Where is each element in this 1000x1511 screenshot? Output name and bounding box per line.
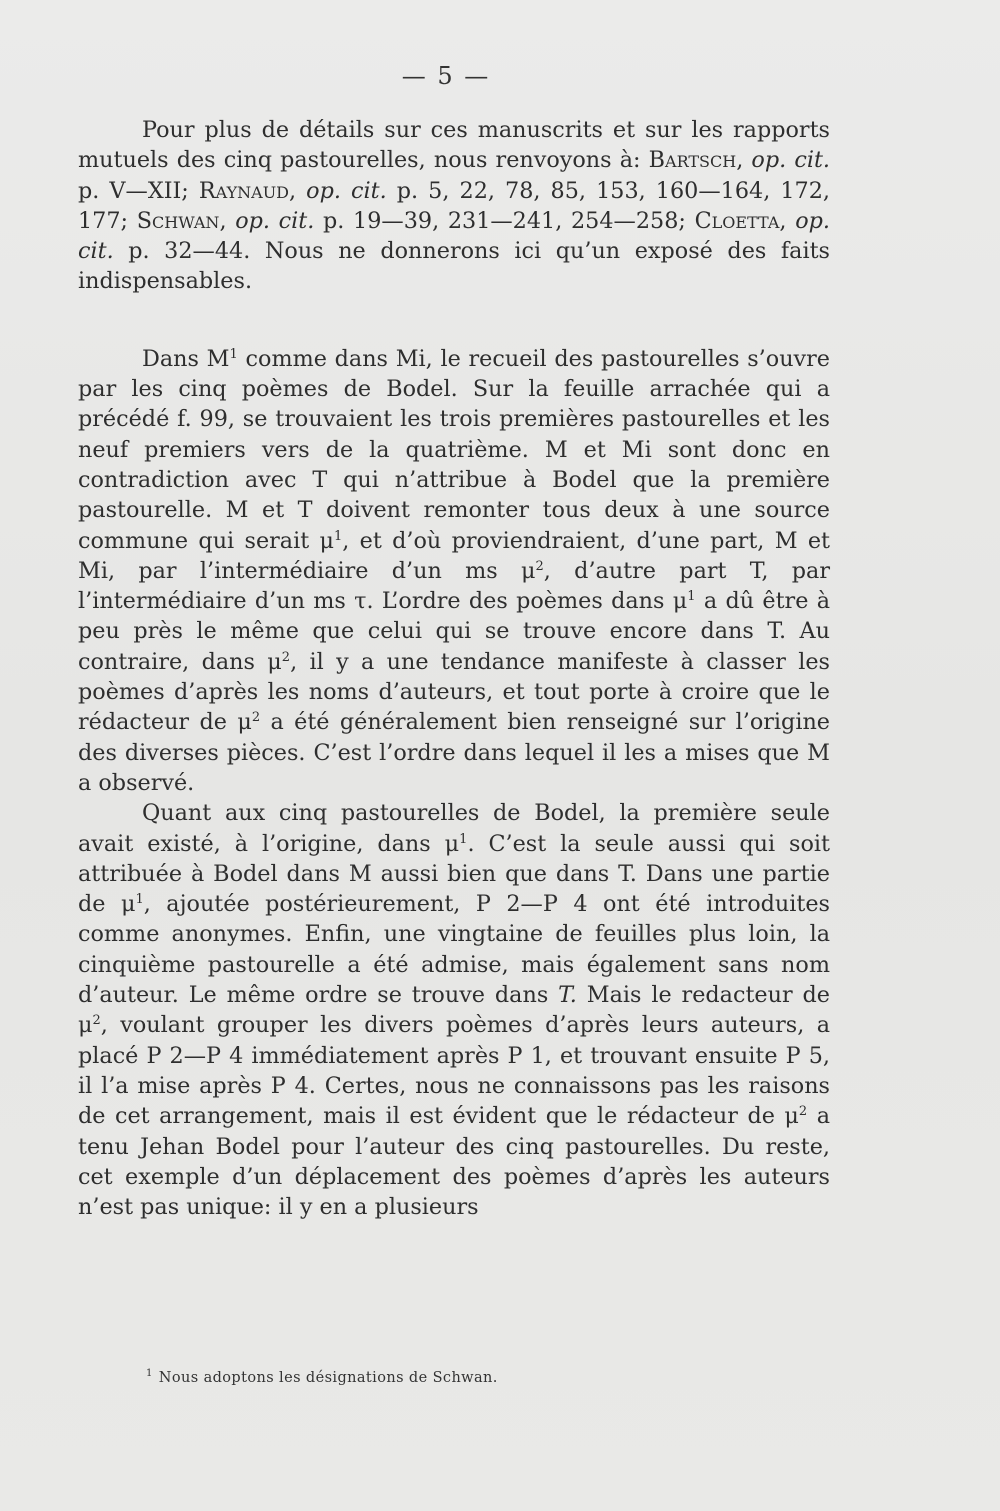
paragraph-manuscripts: Dans $M^1$ comme dans Mi, le recueil des pastourelles s’ouvre par les cinq poèmes de Bodel. Sur la feuille arrachée qui a précédé f. 99, se trouvaient les trois premières pastourelles et les neuf premiers vers de la quatrième. M et Mi sont donc en contradiction avec T qui n’attribue à Bodel que la première pastourelle. M et T doivent remonter tous deux à une source commune qui serait $\mu^1$, et d’où proviendraient, d’une part, M et Mi, par l’intermédiaire d’un ms $\mu^2$, d’autre part T, par l’intermédiaire d’un ms τ. L’ordre des poèmes dans $\mu^1$ a dû être à peu près le même que celui qui se trouve encore dans T. Au contraire, dans $\mu^2$, il y a une tendance manifeste à classer les poèmes d’après les noms d’auteurs, et tout porte à croire que le rédacteur de $\mu^2$ a été généralement bien renseigné sur l’origine des diverses pièces. C’est l’ordre dans lequel il les a mises que M a observé.: [78, 345, 831, 796]
superscript: 2: [535, 558, 544, 574]
footnote: [146, 1370, 846, 1386]
superscript: 1: [459, 831, 468, 847]
italic-t: T.: [558, 982, 577, 1009]
superscript: 1: [687, 589, 696, 605]
page-number: — 5 —: [401, 62, 491, 90]
paragraph-references: Pour plus de détails sur ces manuscrits et sur les rapports mutuels des cinq pastourelles, nous renvoyons à: Bartsch, op. cit. p. V—XII; Raynaud, op. cit. p. 5, 22, 78, 85, 153, 160—164, 172, 177; Schwan, op. cit. p. 19—39, 231—241, 254—258; Cloetta, op. cit. p. 32—44. Nous ne donnerons ici qu’un exposé des faits indispensables.: [78, 117, 830, 295]
paragraph-bodel: Quant aux cinq pastourelles de Bodel, la première seule avait existé, à l’origine, dans $\mu^1$. C’est la seule aussi qui soit attribuée à Bodel dans M aussi bien que dans T. Dans une partie de $\mu^1$, ajoutée postérieurement, P 2—P 4 ont été introduites comme anonymes. Enfin, une vingtaine de feuilles plus loin, la cinquième pastourelle a été admise, mais également sans nom d’auteur. Le même ordre se trouve dans T. Mais le redacteur de $\mu^2$, voulant grouper les divers poèmes d’après leurs auteurs, a placé P 2—P 4 immédiatement après P 1, et trouvant ensuite P 5, il l’a mise après P 4. Certes, nous ne connaissons pas les raisons de cet arrangement, mais il est évident que le rédacteur de $\mu^2$ a tenu Jehan Bodel pour l’auteur des cinq pastourelles. Du reste, cet exemple d’un déplacement des poèmes d’après les auteurs n’est pas unique: il y en a plusieurs: [78, 800, 831, 1221]
superscript: 2: [281, 649, 291, 665]
footnote-reference: 1: [229, 346, 238, 362]
op-cit: op. cit.: [306, 177, 387, 204]
superscript: 2: [251, 710, 261, 726]
op-cit: op. cit.: [78, 207, 830, 265]
superscript: 1: [334, 528, 343, 544]
footnote-marker: 1: [146, 1368, 153, 1379]
author-cloetta: Cloetta: [694, 207, 780, 234]
body-text: [78, 115, 830, 1222]
op-cit: op. cit.: [751, 147, 830, 174]
op-cit: op. cit.: [235, 207, 315, 234]
superscript: 2: [798, 1104, 808, 1120]
superscript: 2: [92, 1013, 101, 1029]
author-schwan: Schwan: [136, 207, 220, 234]
author-raynaud: Raynaud: [198, 177, 290, 204]
author-bartsch: Bartsch: [648, 147, 737, 174]
superscript: 1: [135, 892, 144, 908]
footnote-text: Nous adoptons les désignations de Schwan.: [158, 1370, 498, 1386]
